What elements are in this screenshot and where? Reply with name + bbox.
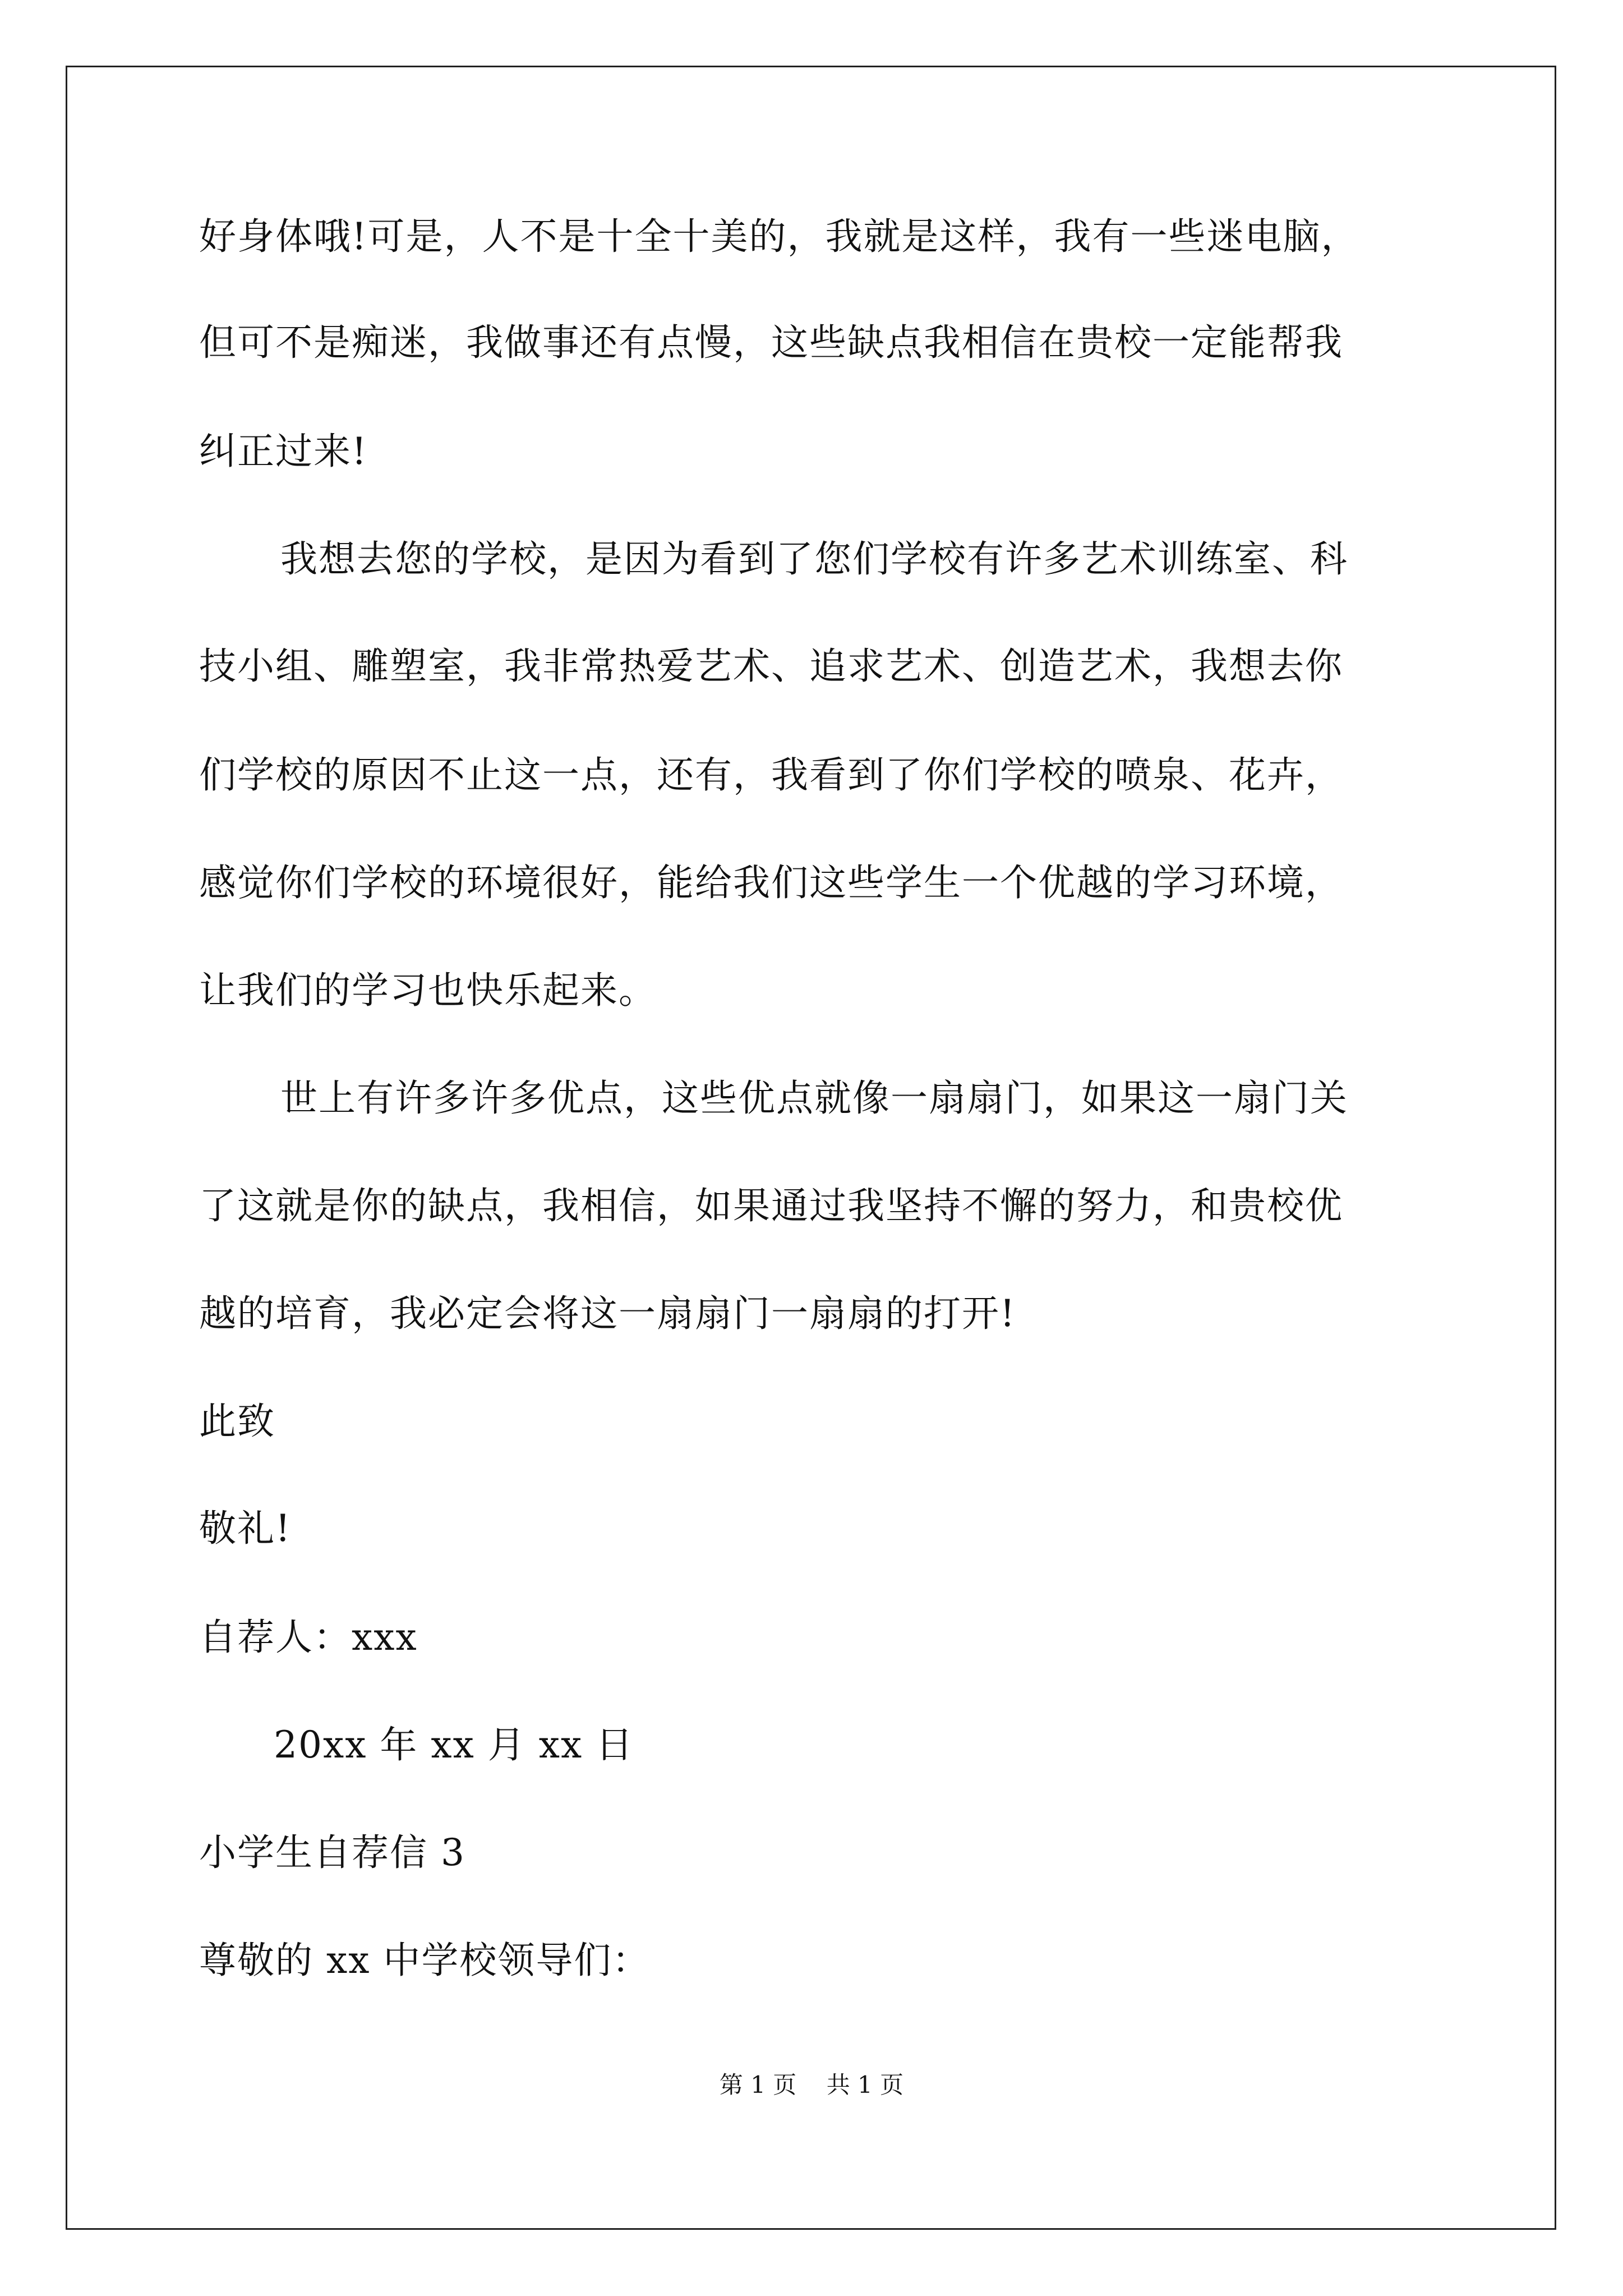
paragraph-line: 越的培育，我必定会将这一扇扇门一扇扇的打开! — [199, 1292, 1016, 1335]
paragraph-line: 好身体哦!可是，人不是十全十美的，我就是这样，我有一些迷电脑， — [199, 215, 1359, 258]
greeting-line: 尊敬的 xx 中学校领导们： — [199, 1939, 651, 1982]
paragraph-line: 纠正过来! — [199, 430, 368, 473]
page-footer: 第 1 页 共 1 页 — [719, 2071, 904, 2099]
closing-salutation: 此致 — [199, 1400, 275, 1443]
paragraph-line: 但可不是痴迷，我做事还有点慢，这些缺点我相信在贵校一定能帮我 — [199, 321, 1343, 364]
section-title: 小学生自荐信 3 — [199, 1831, 465, 1874]
page-border — [66, 66, 1556, 2230]
paragraph-line: 让我们的学习也快乐起来。 — [199, 969, 657, 1012]
paragraph-line: 感觉你们学校的环境很好，能给我们这些学生一个优越的学习环境， — [199, 861, 1343, 904]
date-line: 20xx 年 xx 月 xx 日 — [274, 1723, 634, 1766]
signature-line: 自荐人：xxx — [199, 1616, 418, 1659]
paragraph-line: 世上有许多许多优点，这些优点就像一扇扇门，如果这一扇门关 — [280, 1076, 1348, 1120]
paragraph-line: 技小组、雕塑室，我非常热爱艺术、追求艺术、创造艺术，我想去你 — [199, 645, 1343, 688]
paragraph-line: 了这就是你的缺点，我相信，如果通过我坚持不懈的努力，和贵校优 — [199, 1184, 1343, 1227]
paragraph-line: 们学校的原因不止这一点，还有，我看到了你们学校的喷泉、花卉， — [199, 753, 1343, 797]
closing-regards: 敬礼! — [199, 1507, 292, 1550]
paragraph-line: 我想去您的学校，是因为看到了您们学校有许多艺术训练室、科 — [280, 537, 1348, 581]
